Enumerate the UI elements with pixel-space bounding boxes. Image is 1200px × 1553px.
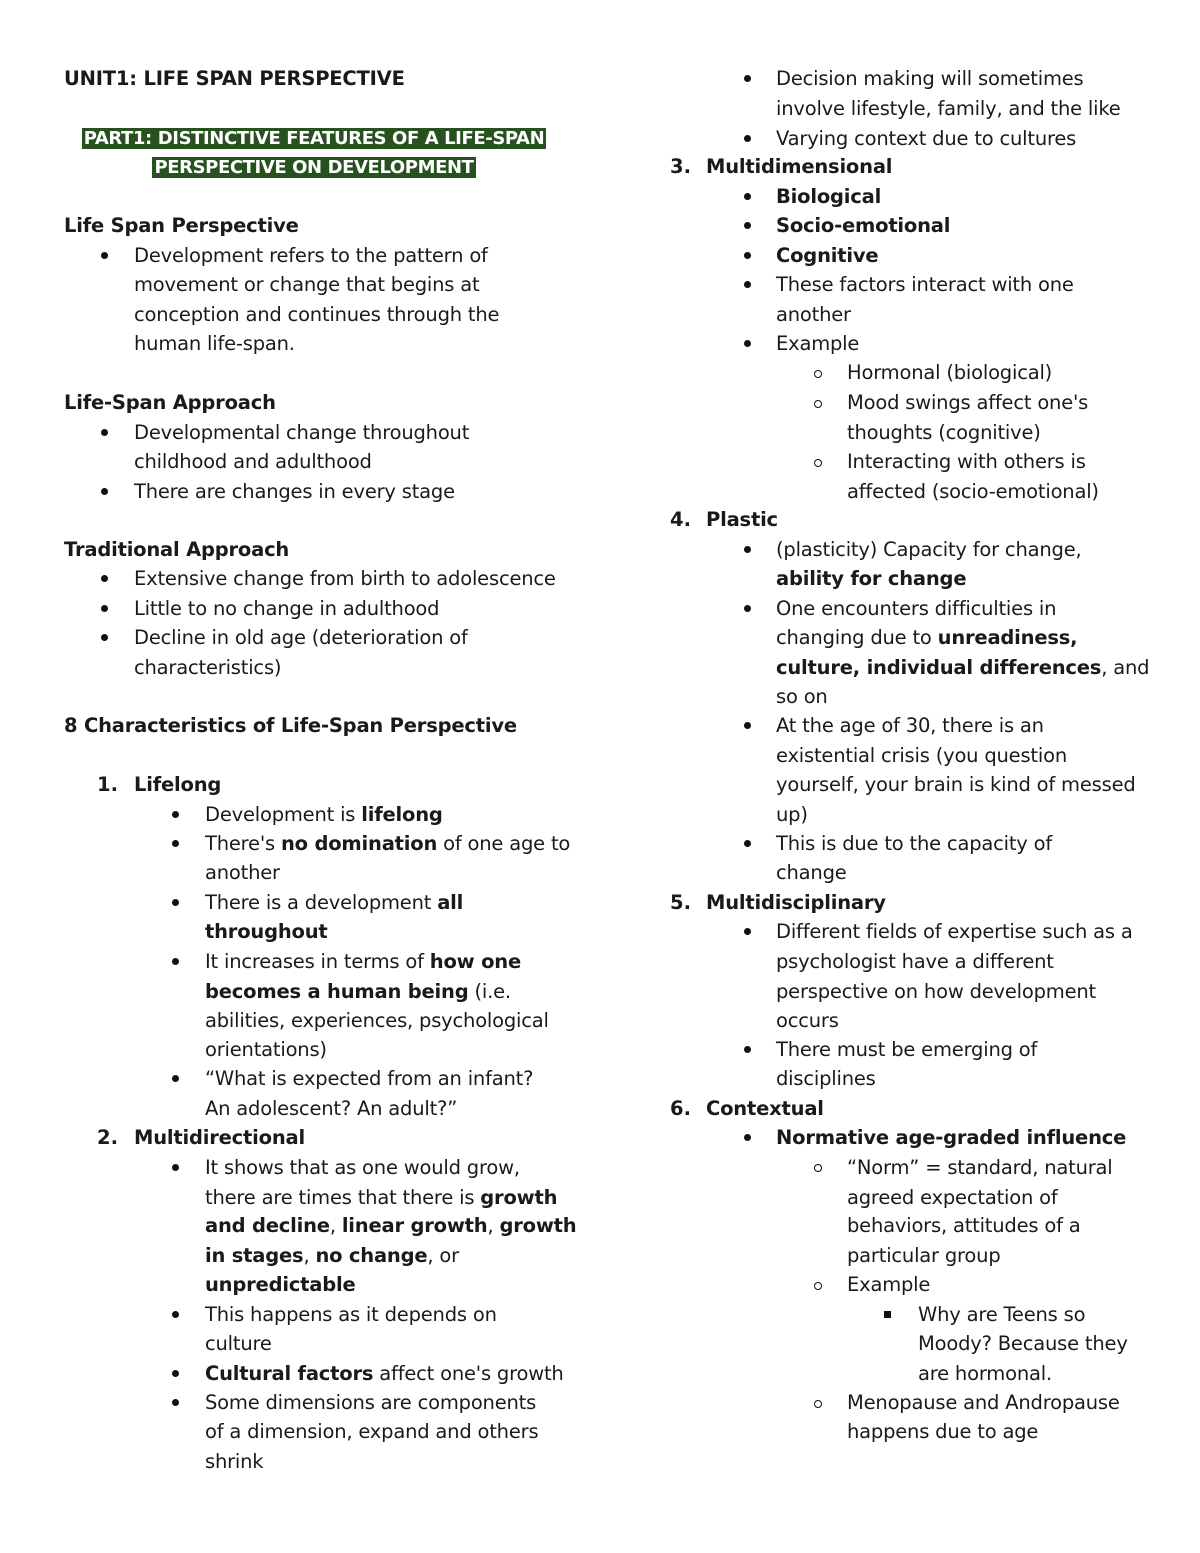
text-line: It increases in terms of how one bbox=[205, 950, 521, 973]
bullet-marker bbox=[101, 252, 108, 259]
sub-bullet-marker bbox=[814, 370, 822, 378]
bullet-marker bbox=[101, 429, 108, 436]
text-line: “Norm” = standard, natural bbox=[847, 1156, 1113, 1179]
text-line: are hormonal. bbox=[918, 1362, 1052, 1385]
text-line: This happens as it depends on bbox=[205, 1303, 497, 1326]
text-line: It shows that as one would grow, bbox=[205, 1156, 520, 1179]
bullet-marker bbox=[172, 958, 179, 965]
text-line: affected (socio-emotional) bbox=[847, 480, 1099, 503]
bullet-marker bbox=[101, 488, 108, 495]
bullet-marker bbox=[744, 722, 751, 729]
text-line: abilities, experiences, psychological bbox=[205, 1009, 549, 1032]
text-line: Different fields of expertise such as a bbox=[776, 920, 1133, 943]
bullet-marker bbox=[172, 1311, 179, 1318]
text-line: One encounters difficulties in bbox=[776, 597, 1057, 620]
text-line: childhood and adulthood bbox=[134, 450, 372, 473]
text-line: so on bbox=[776, 685, 828, 708]
text-line: becomes a human being (i.e. bbox=[205, 980, 511, 1003]
bullet-marker bbox=[744, 546, 751, 553]
characteristic-title: Contextual bbox=[706, 1097, 824, 1120]
bullet-marker bbox=[172, 840, 179, 847]
text-line: of a dimension, expand and others bbox=[205, 1420, 539, 1443]
text-line: Little to no change in adulthood bbox=[134, 597, 440, 620]
text-line: characteristics) bbox=[134, 656, 282, 679]
text-line: ability for change bbox=[776, 567, 967, 590]
text-line: behaviors, attitudes of a bbox=[847, 1214, 1081, 1237]
text-line: involve lifestyle, family, and the like bbox=[776, 97, 1121, 120]
bullet-marker bbox=[101, 605, 108, 612]
bullet-marker bbox=[172, 1164, 179, 1171]
text-line: Moody? Because they bbox=[918, 1332, 1128, 1355]
text-line: another bbox=[205, 861, 280, 884]
text-line: An adolescent? An adult?” bbox=[205, 1097, 458, 1120]
bullet-marker bbox=[172, 899, 179, 906]
text-line: Interacting with others is bbox=[847, 450, 1086, 473]
bullet-marker bbox=[744, 928, 751, 935]
text-line: This is due to the capacity of bbox=[776, 832, 1053, 855]
text-line: culture, individual differences, and bbox=[776, 656, 1150, 679]
text-line: Cultural factors affect one's growth bbox=[205, 1362, 564, 1385]
section-heading-traditional-approach: Traditional Approach bbox=[64, 538, 290, 561]
text-line: existential crisis (you question bbox=[776, 744, 1067, 767]
list-number: 4. bbox=[670, 508, 691, 531]
text-line: Developmental change throughout bbox=[134, 421, 470, 444]
bullet-marker bbox=[172, 1075, 179, 1082]
text-line: These factors interact with one bbox=[776, 273, 1074, 296]
text-line: psychologist have a different bbox=[776, 950, 1054, 973]
bullet-marker bbox=[744, 222, 751, 229]
bullet-marker bbox=[172, 811, 179, 818]
characteristic-title: Multidimensional bbox=[706, 155, 893, 178]
text-line: particular group bbox=[847, 1244, 1001, 1267]
list-number: 1. bbox=[97, 773, 118, 796]
bullet-marker bbox=[744, 281, 751, 288]
text-line: There is a development all bbox=[205, 891, 464, 914]
text-line: Some dimensions are components bbox=[205, 1391, 537, 1414]
text-line: Example bbox=[847, 1273, 931, 1296]
text-line: Menopause and Andropause bbox=[847, 1391, 1120, 1414]
text-line: perspective on how development bbox=[776, 980, 1097, 1003]
text-line: yourself, your brain is kind of messed bbox=[776, 773, 1136, 796]
bullet-marker bbox=[744, 340, 751, 347]
text-line: agreed expectation of bbox=[847, 1186, 1058, 1209]
bullet-marker bbox=[744, 193, 751, 200]
sub-sub-bullet-marker bbox=[884, 1311, 891, 1318]
bullet-marker bbox=[744, 840, 751, 847]
characteristic-title: Plastic bbox=[706, 508, 778, 531]
sub-bullet-marker bbox=[814, 1282, 822, 1290]
bullet-marker bbox=[744, 605, 751, 612]
list-number: 5. bbox=[670, 891, 691, 914]
sub-bullet-marker bbox=[814, 1164, 822, 1172]
bullet-marker bbox=[744, 252, 751, 259]
text-line: (plasticity) Capacity for change, bbox=[776, 538, 1082, 561]
text-line: There must be emerging of bbox=[776, 1038, 1038, 1061]
text-line: Varying context due to cultures bbox=[776, 127, 1077, 150]
text-line: Hormonal (biological) bbox=[847, 361, 1053, 384]
text-line: another bbox=[776, 303, 851, 326]
text-line: conception and continues through the bbox=[134, 303, 500, 326]
text-line: Cognitive bbox=[776, 244, 879, 267]
unit-title: UNIT1: LIFE SPAN PERSPECTIVE bbox=[64, 67, 405, 90]
text-line: human life-span. bbox=[134, 332, 295, 355]
bullet-marker bbox=[744, 135, 751, 142]
sub-bullet-marker bbox=[814, 459, 822, 467]
text-line: Biological bbox=[776, 185, 882, 208]
bullet-marker bbox=[172, 1399, 179, 1406]
text-line: Example bbox=[776, 332, 860, 355]
text-line: There's no domination of one age to bbox=[205, 832, 571, 855]
text-line: “What is expected from an infant? bbox=[205, 1067, 534, 1090]
text-line: happens due to age bbox=[847, 1420, 1039, 1443]
text-line: There are changes in every stage bbox=[134, 480, 455, 503]
list-number: 6. bbox=[670, 1097, 691, 1120]
text-line: shrink bbox=[205, 1450, 264, 1473]
text-line: Development refers to the pattern of bbox=[134, 244, 488, 267]
text-line: unpredictable bbox=[205, 1273, 356, 1296]
text-line: Normative age-graded influence bbox=[776, 1126, 1127, 1149]
text-line: Development is lifelong bbox=[205, 803, 443, 826]
part-title-line-1: PART1: DISTINCTIVE FEATURES OF A LIFE-SPAN bbox=[83, 128, 545, 149]
text-line: there are times that there is growth bbox=[205, 1186, 558, 1209]
bullet-marker bbox=[101, 634, 108, 641]
text-line: Mood swings affect one's bbox=[847, 391, 1089, 414]
section-heading-life-span-approach: Life-Span Approach bbox=[64, 391, 276, 414]
part-title-line-2: PERSPECTIVE ON DEVELOPMENT bbox=[154, 157, 474, 178]
bullet-marker bbox=[744, 1046, 751, 1053]
bullet-marker bbox=[101, 575, 108, 582]
text-line: orientations) bbox=[205, 1038, 327, 1061]
bullet-marker bbox=[744, 1134, 751, 1141]
section-heading-characteristics: 8 Characteristics of Life-Span Perspective bbox=[64, 714, 517, 737]
text-line: Decline in old age (deterioration of bbox=[134, 626, 468, 649]
text-line: At the age of 30, there is an bbox=[776, 714, 1044, 737]
text-line: throughout bbox=[205, 920, 328, 943]
text-line: disciplines bbox=[776, 1067, 876, 1090]
text-line: thoughts (cognitive) bbox=[847, 421, 1041, 444]
list-number: 2. bbox=[97, 1126, 118, 1149]
section-heading-life-span-perspective: Life Span Perspective bbox=[64, 214, 299, 237]
text-line: Why are Teens so bbox=[918, 1303, 1086, 1326]
text-line: culture bbox=[205, 1332, 272, 1355]
text-line: movement or change that begins at bbox=[134, 273, 480, 296]
text-line: up) bbox=[776, 803, 808, 826]
text-line: and decline, linear growth, growth bbox=[205, 1214, 577, 1237]
sub-bullet-marker bbox=[814, 1400, 822, 1408]
bullet-marker bbox=[172, 1370, 179, 1377]
text-line: change bbox=[776, 861, 847, 884]
text-line: changing due to unreadiness, bbox=[776, 626, 1078, 649]
bullet-marker bbox=[744, 75, 751, 82]
characteristic-title: Multidisciplinary bbox=[706, 891, 886, 914]
text-line: in stages, no change, or bbox=[205, 1244, 459, 1267]
characteristic-title: Lifelong bbox=[134, 773, 222, 796]
sub-bullet-marker bbox=[814, 400, 822, 408]
part-title bbox=[64, 124, 564, 182]
characteristic-title: Multidirectional bbox=[134, 1126, 305, 1149]
text-line: occurs bbox=[776, 1009, 839, 1032]
list-number: 3. bbox=[670, 155, 691, 178]
text-line: Decision making will sometimes bbox=[776, 67, 1084, 90]
text-line: Socio-emotional bbox=[776, 214, 951, 237]
text-line: Extensive change from birth to adolescence bbox=[134, 567, 556, 590]
